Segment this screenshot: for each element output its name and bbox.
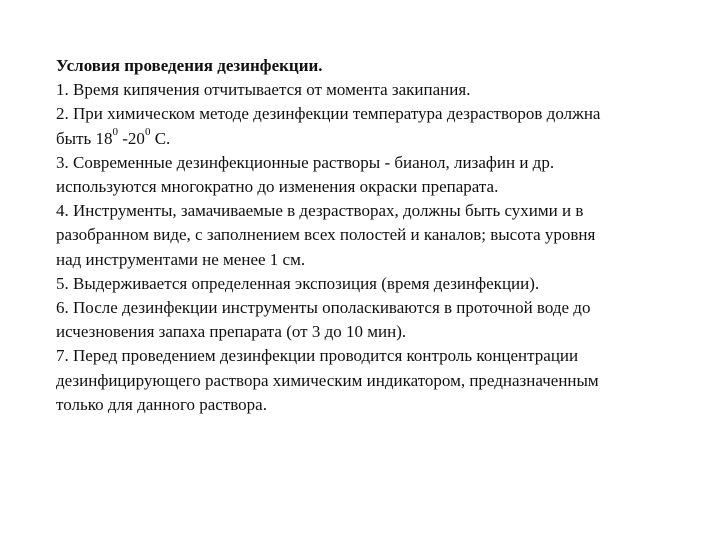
list-item-2 [56, 102, 616, 150]
list-item-6: 6. После дезинфекции инструменты ополаскиваются в проточной воде до исчезновения запаха препарата (от 3 до 10 мин). [56, 298, 591, 342]
degree-superscript-a: 0 [112, 125, 119, 138]
list-item-3: 3. Современные дезинфекционные растворы - бианол, лизафин и др. используются многократно до изменения окраски препарата. [56, 152, 555, 197]
list-item-5: 5. Выдерживается определенная экспозиция (время дезинфекции). [56, 273, 540, 293]
text-block [56, 54, 616, 417]
degree-superscript-b: 0 [144, 125, 151, 138]
list-item-2-text-c: С. [150, 128, 171, 148]
list-item-2-text-b: -20 [118, 128, 145, 148]
list-item-1: 1. Время кипячения отчитывается от момента закипания. [56, 80, 471, 100]
list-item-7: 7. Перед проведением дезинфекции проводится контроль концентрации дезинфицирующего раствора химическим индикатором, предназначенным только для данного раствора. [56, 346, 599, 414]
document-title: Условия проведения дезинфекции. [56, 56, 323, 75]
list-item-2-text-a: 2. При химическом методе дезинфекции температура дезрастворов должна быть 18 [56, 104, 601, 148]
list-item-4: 4. Инструменты, замачиваемые в дезрастворах, должны быть сухими и в разобранном виде, с заполнением всех полостей и каналов; высота уровня над инструментами не менее 1 см. [56, 201, 596, 269]
